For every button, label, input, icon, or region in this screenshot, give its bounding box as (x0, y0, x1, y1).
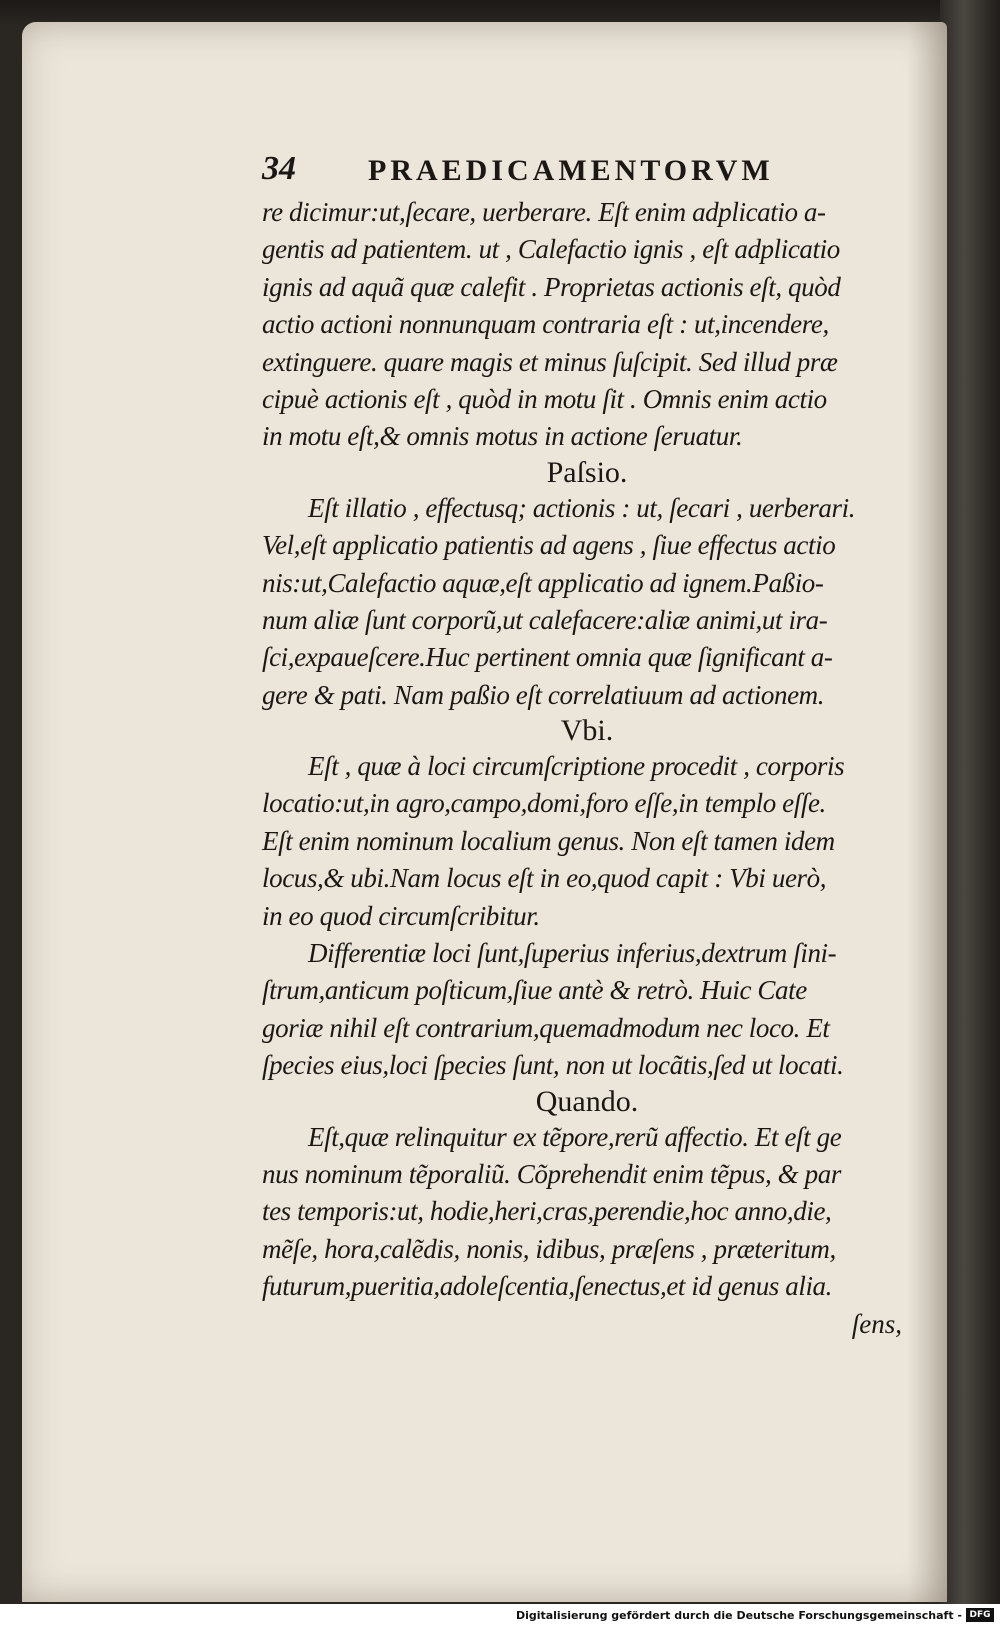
text-line: cipuè actionis eſt , quòd in motu ſit . Omnis enim actio (262, 383, 827, 414)
text-line: locatio:ut,in agro,campo,domi,foro eſſe,in templo eſſe. (262, 788, 826, 819)
text-line: re dicimur:ut,ſecare, uerberare. Eſt enim adplicatio a- (262, 197, 826, 227)
text-line: Eſt enim nominum localium genus. Non eſt tamen idem (262, 825, 835, 856)
dfg-logo-icon: DFG (966, 1608, 994, 1622)
text-line: Vel,eſt applicatio patientis ad agens , ſiue effectus actio (262, 530, 836, 561)
text-line: mẽſe, hora,calẽdis, nonis, idibus, præſens , præteritum, (262, 1233, 836, 1264)
text-line: ignis ad aquã quæ calefit . Proprietas actionis eſt, quòd (262, 271, 841, 302)
heading-ubi: Vbi. (560, 714, 614, 748)
paragraph-quando (262, 1119, 912, 1306)
text-line: gentis ad patientem. ut , Calefactio ignis , eſt adplicatio (262, 234, 840, 265)
paragraph-ubi-differentiae (262, 935, 912, 1085)
heading-quando: Quando. (535, 1084, 639, 1118)
text-line: futurum,pueritia,adoleſcentia,ſenectus,et id genus alia. (262, 1271, 833, 1302)
text-line: actio actioni nonnunquam contraria eſt : ut,incendere, (262, 309, 829, 340)
text-line: ſtrum,anticum poſticum,ſiue antè & retrò. Huic Cate (262, 975, 807, 1006)
text-line: Eſt,quæ relinquitur ex tẽpore,rerũ affectio. Et eſt ge (308, 1121, 842, 1152)
text-line: goriæ nihil eſt contrarium,quemadmodum nec loco. Et (262, 1012, 830, 1043)
text-line: tes temporis:ut, hodie,heri,cras,perendie,hoc anno,die, (262, 1196, 832, 1227)
page-header (262, 150, 912, 194)
text-line: Eſt illatio , effectusq; actionis : ut, ſecari , uerberari. (308, 492, 856, 523)
page-number: 34 (262, 150, 296, 187)
text-line: nus nominum tẽporaliũ. Cõprehendit enim tẽpus, & par (262, 1158, 841, 1189)
text-line: Eſt , quæ à loci circumſcriptione procedit , corporis (308, 751, 845, 782)
text-line: nis:ut,Calefactio aquæ,eſt applicatio ad ignem.Paßio- (262, 567, 824, 598)
text-line: ſci,expaueſcere.Huc pertinent omnia quæ ſignificant a- (262, 642, 833, 673)
text-line: in motu eſt,& omnis motus in actione ſeruatur. (262, 421, 743, 452)
text-line: num aliæ ſunt corporũ,ut calefacere:aliæ animi,ut ira- (262, 604, 828, 635)
footer-credit: Digitalisierung gefördert durch die Deutsche Forschungsgemeinschaft - (515, 1609, 962, 1622)
paragraph-ubi (262, 748, 912, 935)
running-title: PRAEDICAMENTORVM (368, 154, 774, 187)
footer-bar (0, 1604, 1000, 1628)
text-line: gere & pati. Nam paßio eſt correlatiuum ad actionem. (262, 679, 825, 710)
paragraph-actio (262, 194, 912, 456)
paragraph-passio (262, 490, 912, 714)
text-line: in eo quod circumſcribitur. (262, 900, 540, 931)
text-line: locus,& ubi.Nam locus eſt in eo,quod capit : Vbi uerò, (262, 863, 827, 894)
book-page (22, 22, 947, 1602)
heading-passio: Paſsio. (546, 455, 628, 489)
text-line: extinguere. quare magis et minus ſuſcipit. Sed illud præ (262, 346, 838, 377)
catchword: ſens, (851, 1308, 902, 1339)
text-block (262, 150, 912, 1342)
book-edge (940, 0, 1000, 1604)
text-line: ſpecies eius,loci ſpecies ſunt, non ut locãtis,ſed ut locati. (262, 1050, 844, 1081)
text-line: Differentiæ loci ſunt,ſuperius inferius,dextrum ſini- (308, 938, 837, 969)
